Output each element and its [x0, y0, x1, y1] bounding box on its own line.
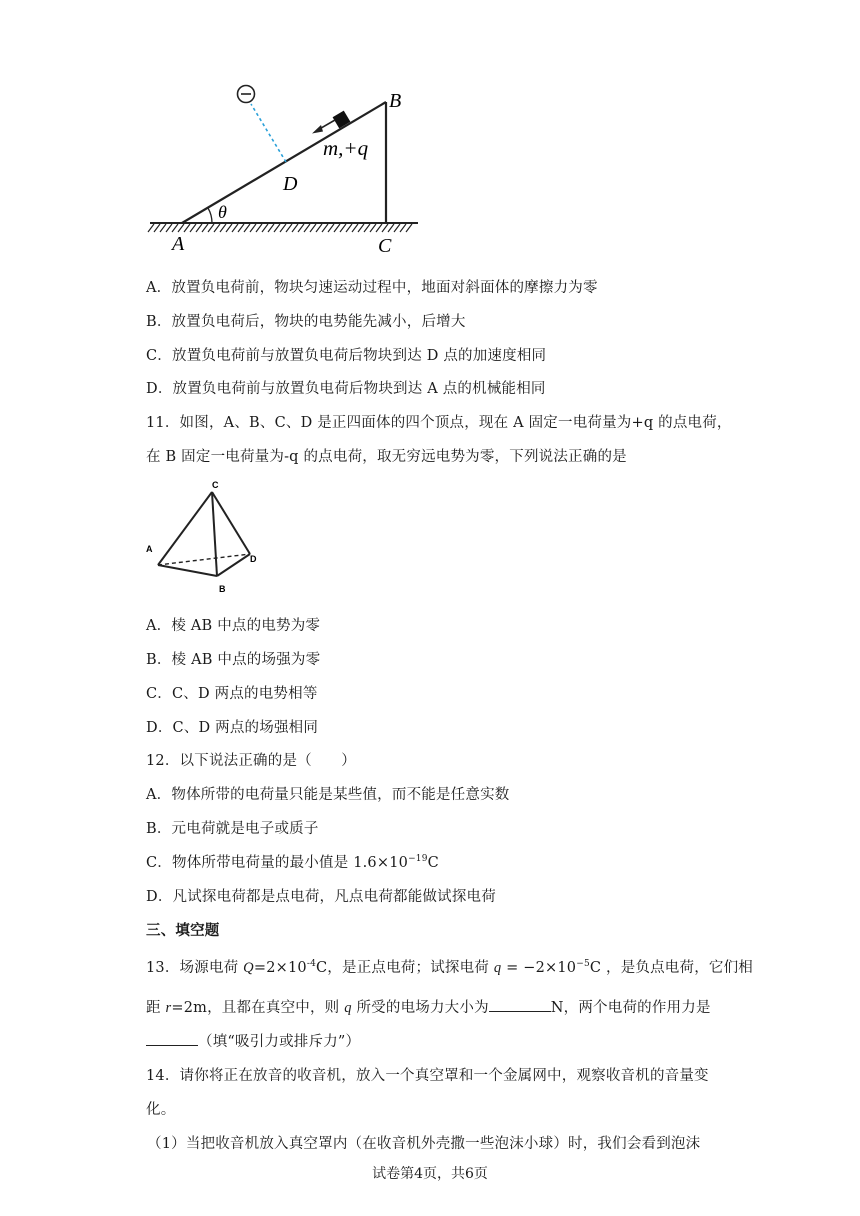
hatch-stroke	[250, 224, 256, 232]
edge-BC	[212, 492, 217, 576]
edge-DC	[212, 492, 250, 554]
q13-l1-b: =2×10	[253, 960, 307, 976]
label-B: B	[389, 90, 402, 112]
edge-AC	[158, 492, 212, 565]
hatch-stroke	[280, 224, 286, 232]
q11-option-b: B．棱 AB 中点的场强为零	[146, 652, 321, 668]
incline-surface	[182, 102, 386, 223]
tetrahedron-figure	[140, 478, 270, 598]
tetra-label-D: D	[250, 554, 257, 564]
q10-option-c: C．放置负电荷前与放置负电荷后物块到达 D 点的加速度相同	[146, 348, 547, 364]
tetra-label-A: A	[146, 544, 153, 554]
label-A: A	[172, 233, 185, 255]
hatch-stroke	[238, 224, 244, 232]
q13-l1-exp1: -4	[306, 959, 316, 969]
label-C: C	[378, 235, 392, 257]
hatch-stroke	[310, 224, 316, 232]
hatch-stroke	[190, 224, 196, 232]
hatch-stroke	[322, 224, 328, 232]
q13-l1-d: = −2×10	[501, 960, 577, 976]
hatch-stroke	[328, 224, 334, 232]
hatch-stroke	[370, 224, 376, 232]
hatch-stroke	[256, 224, 262, 232]
q11-option-a: A．棱 AB 中点的电势为零	[146, 618, 321, 634]
page-footer: 试卷第4页，共6页	[372, 1166, 488, 1182]
q13-l1-e: C ，是负点电荷，它们相	[589, 960, 753, 976]
hatch-stroke	[154, 224, 160, 232]
q12-option-a: A．物体所带的电荷量只能是某些值，而不能是任意实数	[146, 787, 510, 803]
q12-option-b: B．元电荷就是电子或质子	[146, 821, 319, 837]
q14-line3: （1）当把收音机放入真空罩内（在收音机外壳撒一些泡沫小球）时，我们会看到泡沫	[147, 1136, 701, 1152]
q12-option-c-text: C．物体所带电荷量的最小值是 1.6×10	[146, 855, 409, 871]
q13-l2-c: 所受的电场力大小为	[351, 1000, 489, 1016]
hatch-stroke	[262, 224, 268, 232]
hatch-stroke	[166, 224, 172, 232]
q12-option-c-exponent: −19	[408, 854, 428, 864]
hatch-stroke	[172, 224, 178, 232]
answer-blank-2[interactable]	[146, 1045, 198, 1046]
hatch-stroke	[178, 224, 184, 232]
q13-l1-exp2: −5	[576, 959, 590, 969]
tetra-label-C: C	[212, 480, 219, 490]
q13-l2-b: =2m，且都在真空中，则	[171, 1000, 345, 1016]
q13-l3: （填“吸引力或排斥力”）	[198, 1034, 361, 1050]
hatch-stroke	[340, 224, 346, 232]
hatch-stroke	[184, 224, 190, 232]
label-theta: θ	[218, 202, 227, 222]
q13-l1-c: C，是正点电荷；试探电荷	[316, 960, 494, 976]
q13-line3	[146, 1030, 360, 1051]
q12-option-c	[146, 851, 439, 872]
ground-hatching	[148, 224, 412, 232]
q11-stem-line1: 11．如图，A、B、C、D 是正四面体的四个顶点，现在 A 固定一电荷量为+q 的点电荷，	[146, 415, 732, 431]
hatch-stroke	[358, 224, 364, 232]
hatch-stroke	[298, 224, 304, 232]
q11-option-c: C．C、D 两点的电势相等	[146, 686, 318, 702]
q13-l2-q: q	[344, 1000, 352, 1016]
q14-line1: 14．请你将正在放音的收音机，放入一个真空罩和一个金属网中，观察收音机的音量变	[146, 1068, 709, 1084]
hatch-stroke	[346, 224, 352, 232]
edge-AB	[158, 565, 217, 576]
q13-l2-r: r	[165, 1000, 172, 1016]
hatch-stroke	[244, 224, 250, 232]
hatch-stroke	[292, 224, 298, 232]
hatch-stroke	[202, 224, 208, 232]
hatch-stroke	[406, 224, 412, 232]
angle-arc	[208, 208, 212, 223]
hatch-stroke	[274, 224, 280, 232]
incline-figure	[140, 80, 440, 260]
hatch-stroke	[220, 224, 226, 232]
q13-line2	[146, 996, 711, 1017]
hatch-stroke	[334, 224, 340, 232]
q13-l1-q: q	[493, 960, 502, 976]
hatch-stroke	[364, 224, 370, 232]
q13-line1	[146, 956, 753, 977]
hatch-stroke	[382, 224, 388, 232]
tetra-label-B: B	[219, 584, 226, 594]
q13-l2-d: N，两个电荷的作用力是	[550, 1000, 711, 1016]
q11-option-d: D．C、D 两点的场强相同	[146, 720, 319, 736]
q10-option-d: D．放置负电荷前与放置负电荷后物块到达 A 点的机械能相同	[146, 381, 546, 397]
q13-l1-Q: Q	[243, 960, 254, 976]
q12-option-c-unit: C	[427, 855, 439, 871]
dashed-line	[251, 104, 286, 162]
q14-line2: 化。	[146, 1102, 176, 1118]
q10-option-a: A．放置负电荷前，物块匀速运动过程中，地面对斜面体的摩擦力为零	[146, 280, 598, 296]
hatch-stroke	[148, 224, 154, 232]
answer-blank-1[interactable]	[489, 1011, 551, 1012]
hatch-stroke	[376, 224, 382, 232]
arrow-head	[312, 125, 323, 134]
hatch-stroke	[316, 224, 322, 232]
hatch-stroke	[226, 224, 232, 232]
q10-option-b: B．放置负电荷后，物块的电势能先减小，后增大	[146, 314, 466, 330]
q11-stem-line2: 在 B 固定一电荷量为-q 的点电荷，取无穷远电势为零，下列说法正确的是	[146, 449, 627, 465]
hatch-stroke	[286, 224, 292, 232]
hatch-stroke	[214, 224, 220, 232]
hatch-stroke	[196, 224, 202, 232]
hatch-stroke	[394, 224, 400, 232]
hatch-stroke	[352, 224, 358, 232]
hatch-stroke	[268, 224, 274, 232]
label-mq: m,+q	[323, 136, 369, 160]
q13-l1-a: 13．场源电荷	[146, 960, 244, 976]
q13-l2-a: 距	[146, 1000, 166, 1016]
label-D: D	[283, 173, 298, 195]
hatch-stroke	[400, 224, 406, 232]
hatch-stroke	[160, 224, 166, 232]
q12-option-d: D．凡试探电荷都是点电荷，凡点电荷都能做试探电荷	[146, 889, 496, 905]
hatch-stroke	[388, 224, 394, 232]
section-heading: 三、填空题	[146, 922, 220, 939]
q12-stem: 12．以下说法正确的是（ ）	[146, 753, 356, 769]
hatch-stroke	[232, 224, 238, 232]
hatch-stroke	[208, 224, 214, 232]
hatch-stroke	[304, 224, 310, 232]
